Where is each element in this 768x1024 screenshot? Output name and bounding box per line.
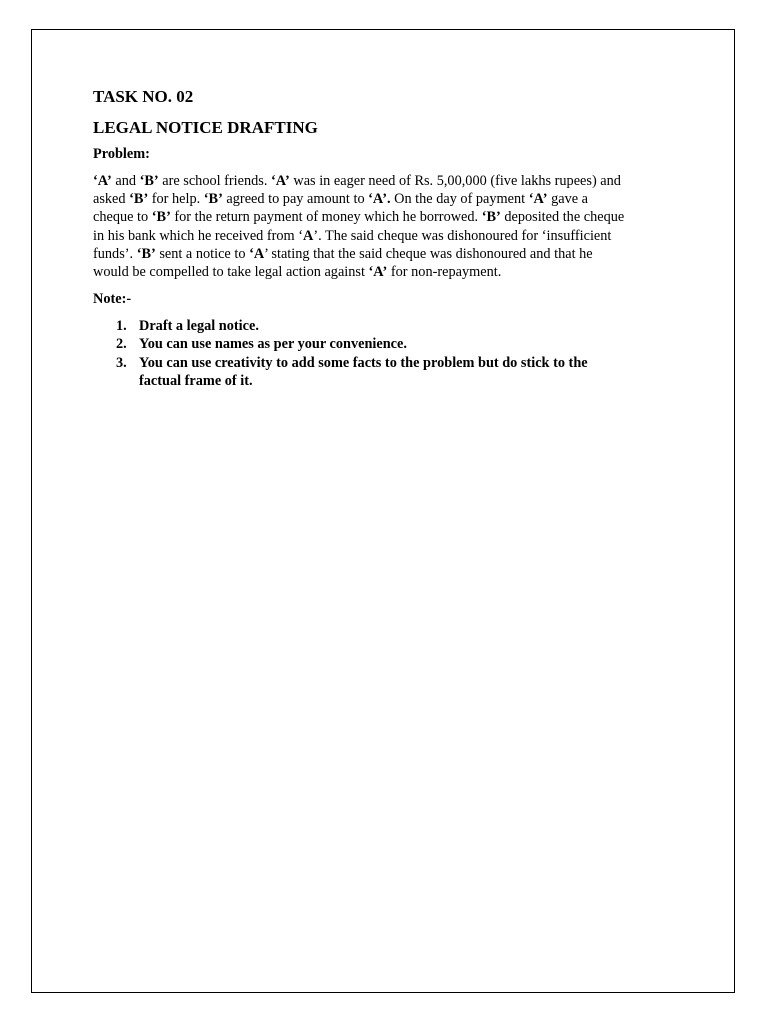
- problem-text-run: are school friends.: [158, 173, 272, 189]
- party-reference: ‘A’.: [368, 191, 391, 208]
- note-item: [93, 317, 683, 335]
- note-heading: Note:-: [93, 291, 132, 308]
- problem-text-run: agreed to pay amount to: [222, 191, 369, 208]
- party-reference: ‘A’: [271, 173, 290, 189]
- problem-text-run: and: [111, 173, 140, 189]
- problem-text-run: was in eager need of Rs. 5,00,000 (five lakhs rupees) and: [289, 173, 621, 189]
- problem-paragraph: [93, 172, 683, 281]
- problem-text-run: sent a notice to: [155, 245, 250, 262]
- party-reference: ‘A: [249, 245, 265, 262]
- problem-line: [93, 190, 683, 208]
- problem-text-run: for the return payment of money which he borrowed.: [170, 209, 482, 226]
- note-text: You can use names as per your convenience.: [139, 336, 407, 353]
- problem-line: [93, 227, 683, 245]
- party-reference: ‘A’: [368, 264, 388, 281]
- problem-text-run: funds’.: [93, 245, 137, 262]
- note-text: You can use creativity to add some facts to the problem but do stick to the: [139, 354, 588, 371]
- party-reference: ‘A’: [93, 173, 112, 189]
- problem-line: [93, 172, 683, 190]
- section-title: LEGAL NOTICE DRAFTING: [93, 118, 318, 137]
- note-number: 3.: [116, 354, 127, 371]
- problem-heading: Problem:: [93, 146, 150, 162]
- party-reference: ‘B’: [139, 173, 159, 189]
- party-reference: ‘B’: [136, 245, 156, 262]
- problem-line: [93, 245, 683, 263]
- problem-text-run: cheque to: [93, 209, 152, 226]
- problem-text-run: gave a: [547, 191, 588, 208]
- document-body: [93, 86, 683, 390]
- note-text: Draft a legal notice.: [139, 318, 259, 335]
- party-reference: ‘B’: [129, 191, 149, 208]
- problem-line: [93, 263, 683, 281]
- problem-text-run: asked: [93, 191, 130, 208]
- problem-text-run: ’. The said cheque was dishonoured for ‘insufficient: [313, 227, 612, 244]
- problem-text-run: for non-repayment.: [387, 264, 502, 281]
- note-text: factual frame of it.: [139, 372, 253, 389]
- note-list: [93, 317, 683, 390]
- note-number: 1.: [116, 318, 127, 335]
- note-number: 2.: [116, 336, 127, 353]
- problem-text-run: would be compelled to take legal action against: [93, 264, 369, 281]
- problem-text-run: for help.: [148, 191, 204, 208]
- party-reference: ‘B’: [203, 191, 223, 208]
- party-reference: ‘B’: [151, 209, 171, 226]
- task-title: TASK NO. 02: [93, 87, 194, 106]
- party-reference: ‘B’: [481, 209, 501, 226]
- problem-text-run: in his bank which he received from ‘: [93, 227, 304, 244]
- party-reference: A: [303, 227, 314, 244]
- party-reference: ‘A’: [528, 191, 548, 208]
- note-item: [93, 335, 683, 353]
- problem-text-run: deposited the cheque: [500, 209, 625, 226]
- problem-line: [93, 208, 683, 226]
- problem-text-run: ’ stating that the said cheque was dishonoured and that he: [264, 245, 593, 262]
- problem-text-run: On the day of payment: [390, 191, 529, 208]
- note-item: [93, 354, 683, 390]
